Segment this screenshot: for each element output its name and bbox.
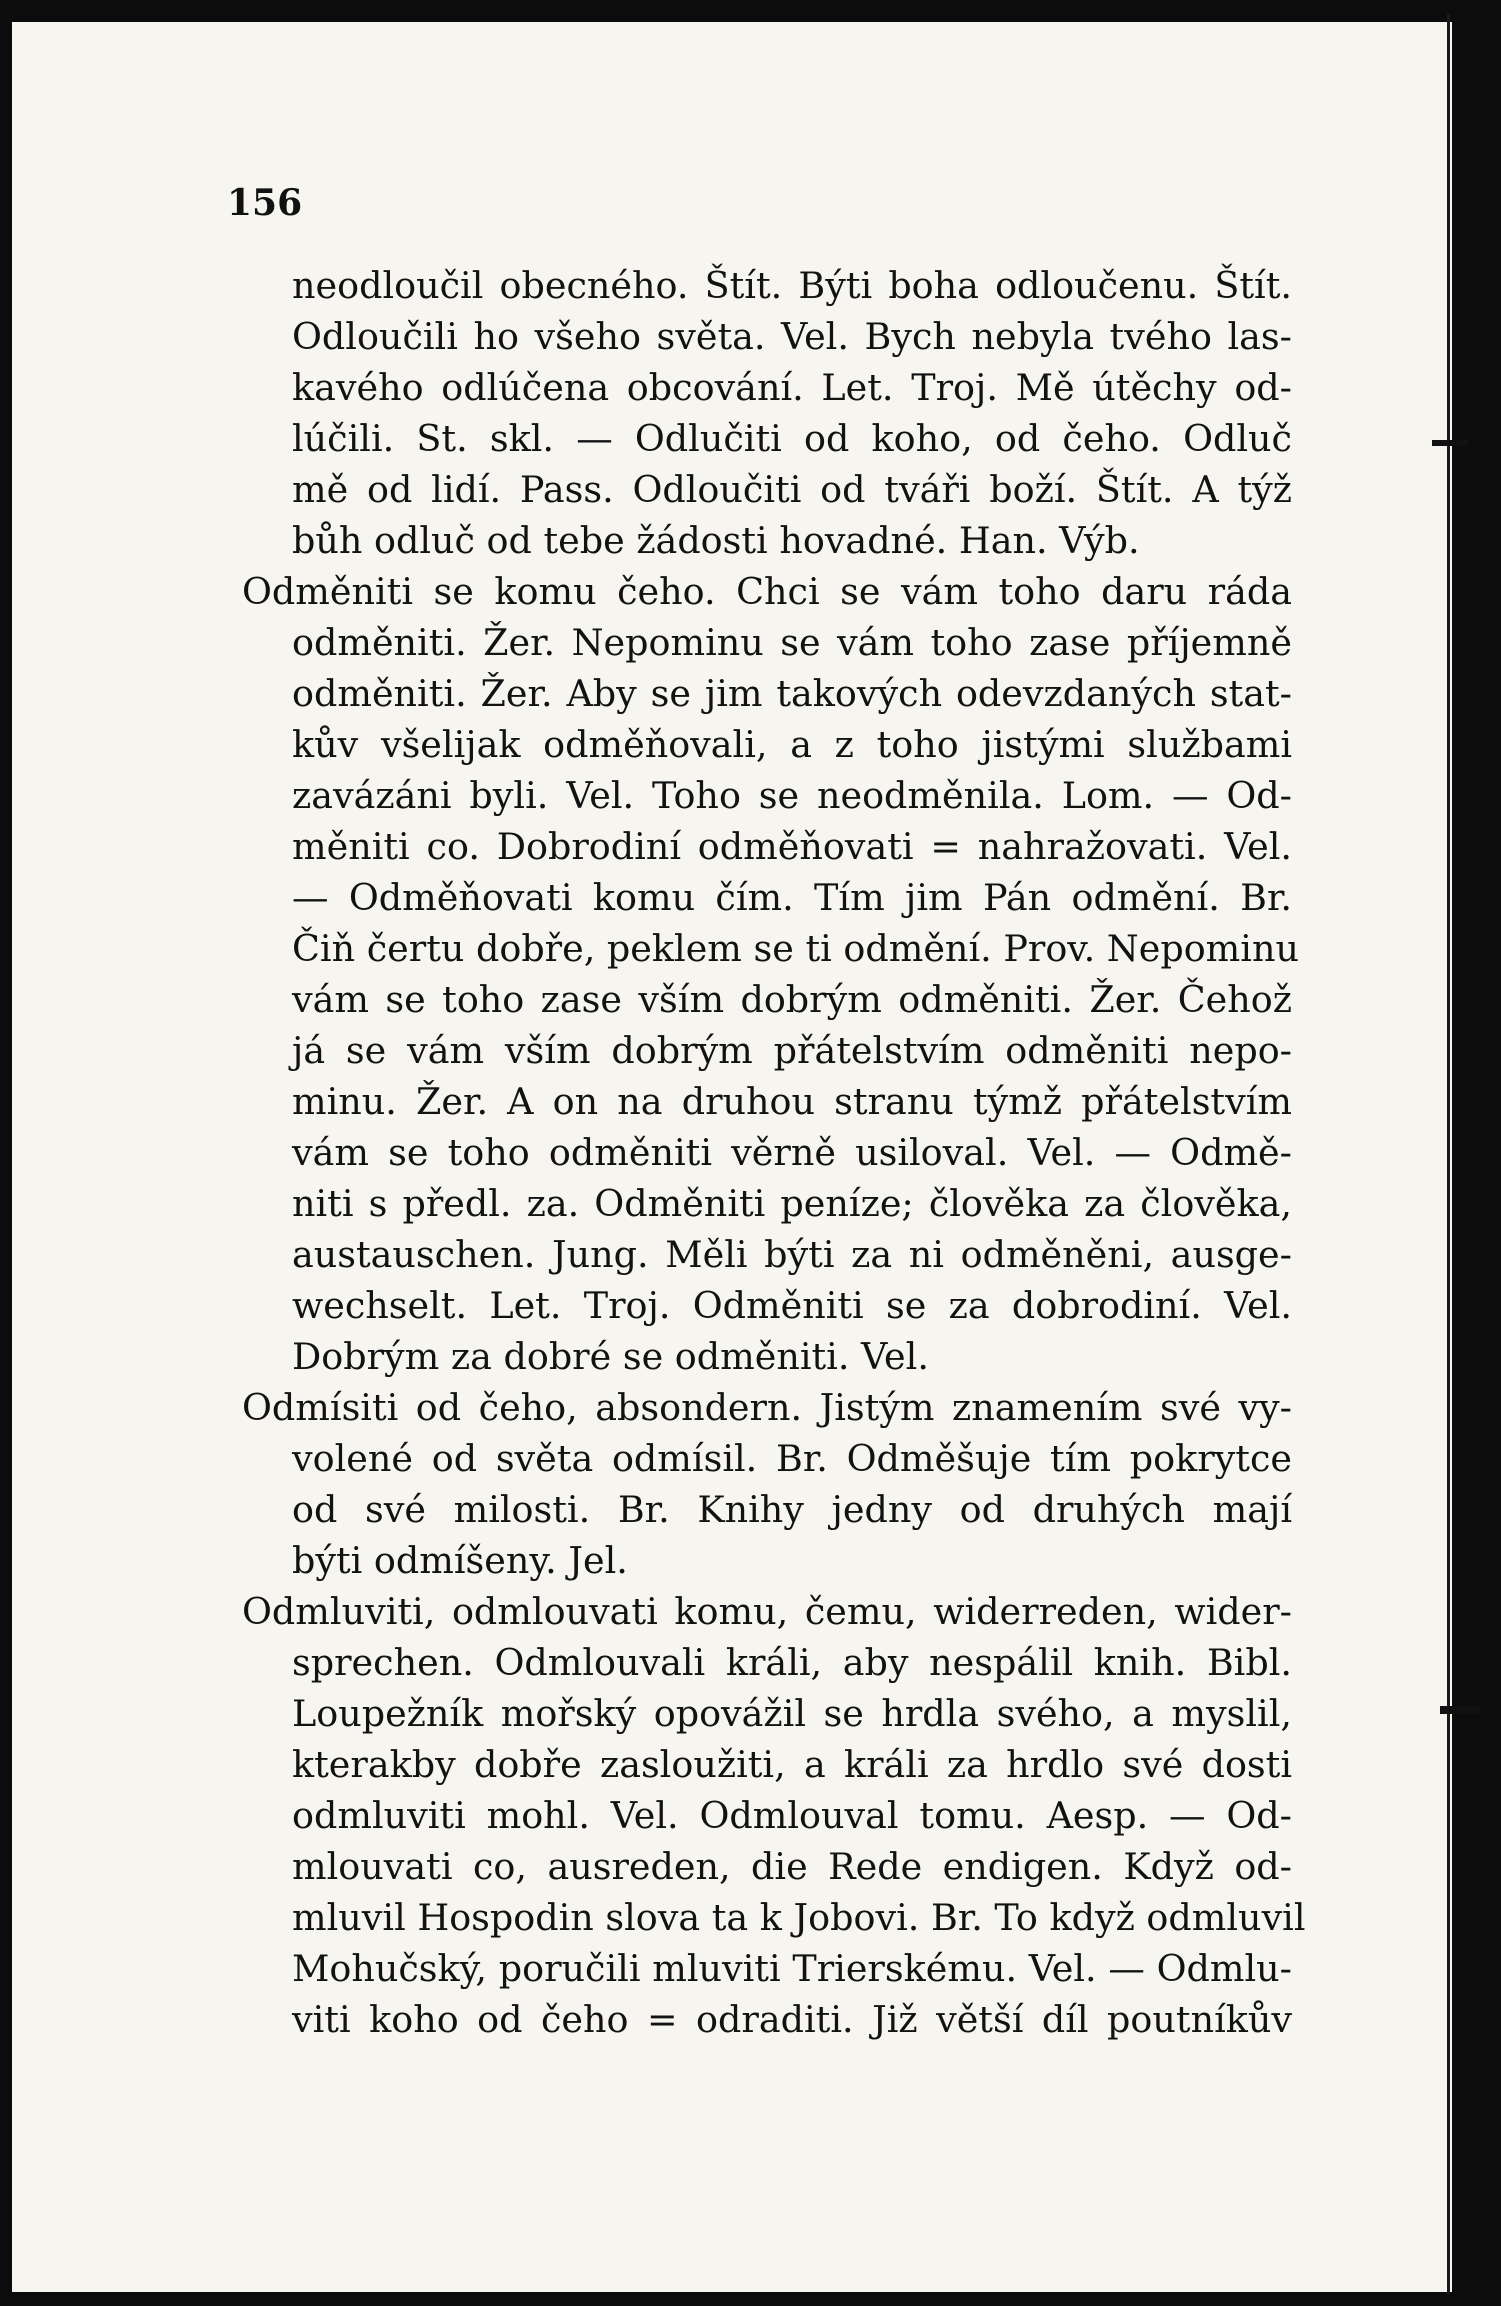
- text-line: kterakby dobře zasloužiti, a králi za hrdlo své dosti: [292, 1743, 1292, 1786]
- text-line: mluvil Hospodin slova ta k Jobovi. Br. To když odmluvil: [292, 1896, 1306, 1939]
- page-number: 156: [227, 182, 303, 224]
- text-line: býti odmíšeny. Jel.: [292, 1539, 628, 1582]
- text-line: Odmluviti, odmlouvati komu, čemu, widerreden, wider-: [242, 1590, 1292, 1633]
- text-line: mě od lidí. Pass. Odloučiti od tváři boží. Štít. A týž: [292, 468, 1292, 511]
- entry-odmeniti: [242, 566, 1299, 1382]
- text-line: odmluviti mohl. Vel. Odmlouval tomu. Aesp. — Od-: [292, 1794, 1292, 1837]
- entry-odmisiti: [242, 1382, 1292, 1586]
- text-line: neodloučil obecného. Štít. Býti boha odloučenu. Štít.: [292, 264, 1292, 307]
- book-page: [12, 22, 1452, 2292]
- text-line: Odměniti se komu čeho. Chci se vám toho daru ráda: [242, 570, 1292, 613]
- text-line: minu. Žer. A on na druhou stranu týmž přátelstvím: [292, 1080, 1292, 1123]
- text-line: kavého odlúčena obcování. Let. Troj. Mě útěchy od-: [292, 366, 1292, 409]
- text-line: Odloučili ho všeho světa. Vel. Bych nebyla tvého las-: [292, 315, 1292, 358]
- text-line: — Odměňovati komu čím. Tím jim Pán odmění. Br.: [292, 876, 1292, 919]
- scan-edge-line: [1447, 14, 1450, 2294]
- text-line: odměniti. Žer. Aby se jim takových odevzdaných stat-: [292, 672, 1292, 715]
- text-line: mlouvati co, ausreden, die Rede endigen. Když od-: [292, 1845, 1292, 1888]
- text-line: Odmísiti od čeho, absondern. Jistým znamením své vy-: [242, 1386, 1292, 1429]
- text-line: vám se toho zase vším dobrým odměniti. Žer. Čehož: [292, 978, 1292, 1021]
- text-line: Mohučský, poručili mluviti Trierskému. Vel. — Odmlu-: [292, 1947, 1292, 1990]
- text-line: niti s předl. za. Odměniti peníze; člověka za člověka,: [292, 1182, 1292, 1225]
- text-line: zavázáni byli. Vel. Toho se neodměnila. Lom. — Od-: [292, 774, 1292, 817]
- text-line: vám se toho odměniti věrně usiloval. Vel. — Odmě-: [292, 1131, 1292, 1174]
- text-line: sprechen. Odmlouvali králi, aby nespálil knih. Bibl.: [292, 1641, 1292, 1684]
- scan-edge-mark: [1440, 1706, 1480, 1714]
- text-line: viti koho od čeho = odraditi. Již větší díl poutníkův: [292, 1998, 1292, 2041]
- text-line: kův všelijak odměňovali, a z toho jistými službami: [292, 723, 1292, 766]
- entry-continuation: [242, 260, 1292, 566]
- text-line: austauschen. Jung. Měli býti za ni odměněni, ausge-: [292, 1233, 1292, 1276]
- text-line: volené od světa odmísil. Br. Odměšuje tím pokrytce: [292, 1437, 1292, 1480]
- text-line: bůh odluč od tebe žádosti hovadné. Han. Výb.: [292, 519, 1140, 562]
- text-line: Dobrým za dobré se odměniti. Vel.: [292, 1335, 929, 1378]
- text-line: Loupežník mořský opovážil se hrdla svého, a myslil,: [292, 1692, 1292, 1735]
- entry-odmluviti: [242, 1586, 1306, 2045]
- text-line: wechselt. Let. Troj. Odměniti se za dobrodiní. Vel.: [292, 1284, 1292, 1327]
- scan-edge-mark: [1432, 440, 1468, 446]
- text-line: měniti co. Dobrodiní odměňovati = nahražovati. Vel.: [292, 825, 1292, 868]
- dictionary-text: [242, 260, 1306, 2045]
- text-line: odměniti. Žer. Nepominu se vám toho zase příjemně: [292, 621, 1292, 664]
- text-line: já se vám vším dobrým přátelstvím odměniti nepo-: [292, 1029, 1292, 1072]
- text-line: Čiň čertu dobře, peklem se ti odmění. Prov. Nepominu: [292, 927, 1299, 970]
- text-line: lúčili. St. skl. — Odlučiti od koho, od čeho. Odluč: [292, 417, 1292, 460]
- text-line: od své milosti. Br. Knihy jedny od druhých mají: [292, 1488, 1292, 1531]
